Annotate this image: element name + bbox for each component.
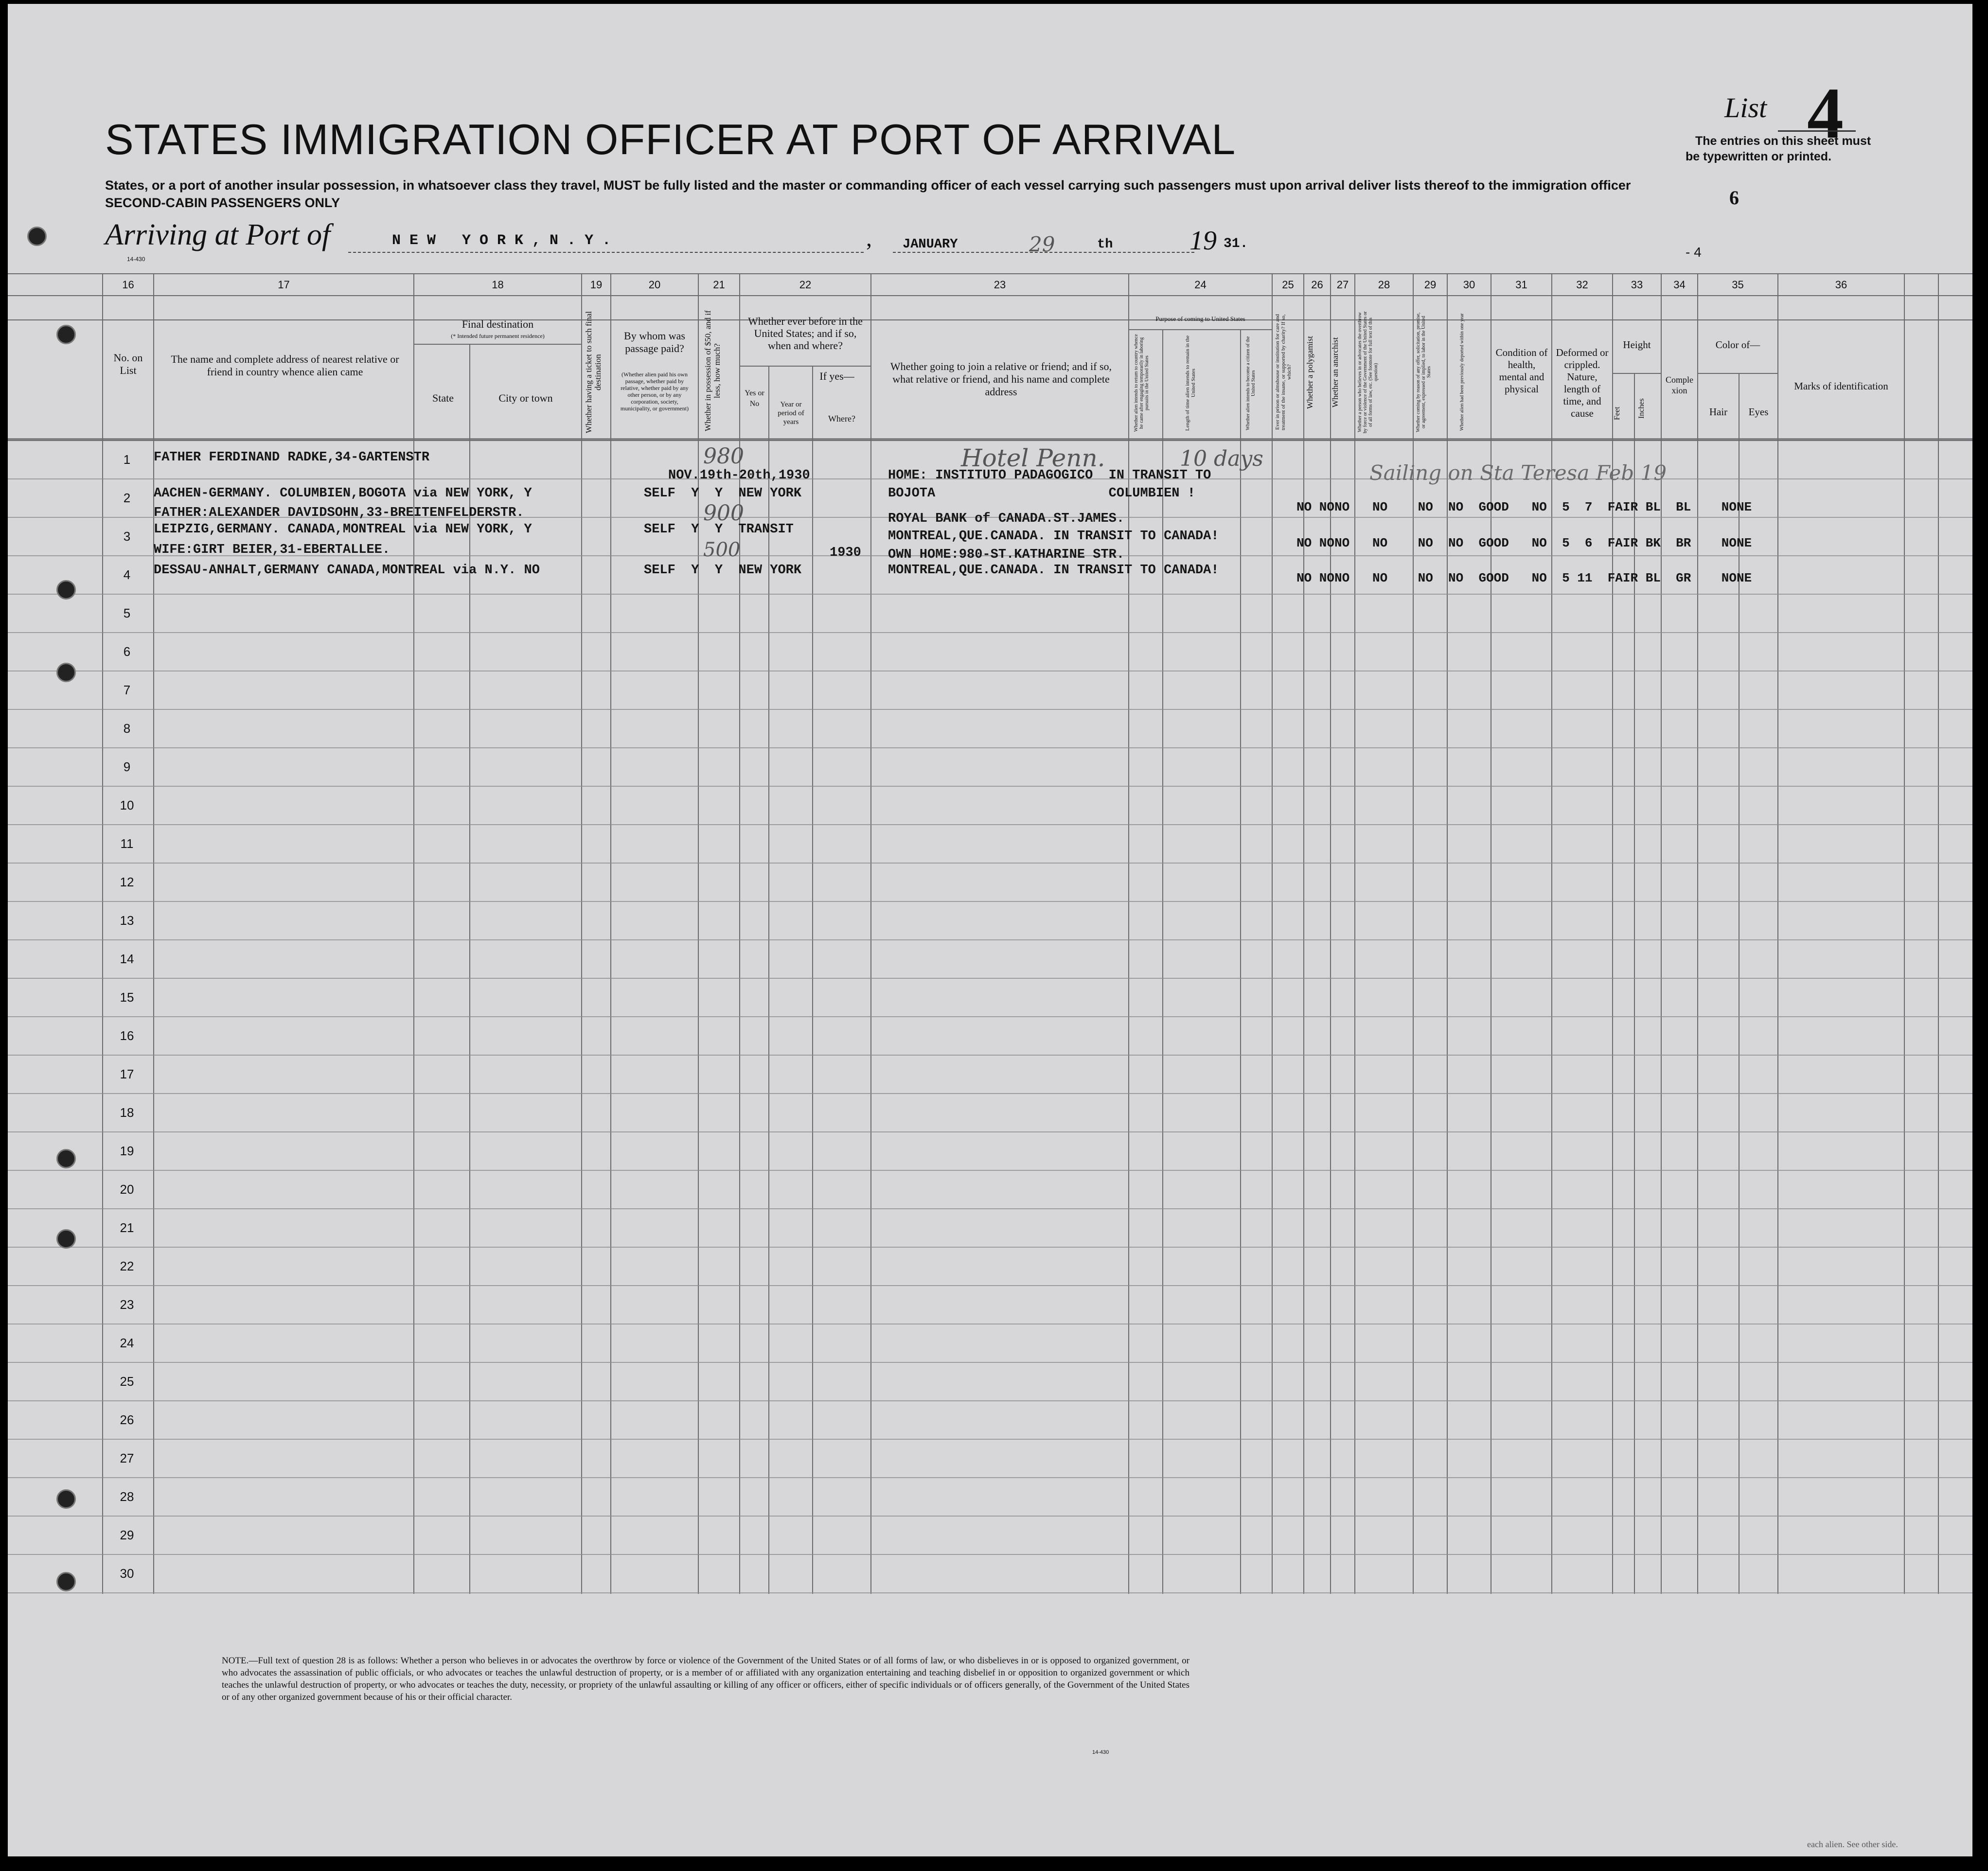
col-header-24c: Whether alien intends to become a citizen of the United States: [1245, 336, 1256, 430]
entry-answers: NO NONO NO NO NO GOOD NO 5 11 FAIR BL GR NONE: [1296, 571, 1752, 585]
row-number: 30: [120, 1566, 134, 1581]
binder-hole-icon: [56, 1229, 76, 1249]
col-header-25: Ever in prison or almshouse or institution for care and treatment of the insane, or supported by charity? If so, which?: [1275, 314, 1292, 430]
col-num-25: 25: [1282, 279, 1294, 291]
col-header-20: By whom was passage paid?: [624, 330, 685, 354]
entry-passage: SELF Y Y TRANSIT: [644, 522, 794, 537]
binder-hole-icon: [56, 1489, 76, 1509]
col-header-35: Color of—: [1715, 339, 1760, 351]
col-num-21: 21: [713, 279, 725, 291]
entry-join: ROYAL BANK of CANADA.ST.JAMES.: [888, 512, 1125, 526]
entry-line: DESSAU-ANHALT,GERMANY CANADA,MONTREAL via N.Y. NO: [154, 563, 540, 578]
col-header-27: Whether an anarchist: [1331, 337, 1340, 407]
handwritten-amount: 900: [703, 501, 744, 526]
typewritten-note: be typewritten or printed.: [1686, 150, 1832, 163]
row-number: 29: [120, 1528, 134, 1542]
row-number: 17: [120, 1067, 134, 1081]
binder-hole-icon: [56, 580, 76, 600]
cabin-line: SECOND-CABIN PASSENGERS ONLY: [105, 195, 340, 210]
row-number: 27: [120, 1451, 134, 1465]
col-num-32: 32: [1576, 279, 1588, 291]
col-header-30: Whether alien had been previously deported within one year: [1459, 313, 1465, 431]
col-header-inches: Inches: [1637, 398, 1646, 419]
row-number: 19: [120, 1144, 134, 1158]
col-num-28: 28: [1378, 279, 1390, 291]
row-number: 6: [123, 644, 131, 659]
handwritten-days: 10 days: [1180, 446, 1263, 471]
row-number: 22: [120, 1259, 134, 1273]
year-suffix: 31.: [1224, 236, 1248, 251]
col-header-hair: Hair: [1709, 406, 1728, 418]
col-num-33: 33: [1631, 279, 1643, 291]
row-number: 1: [123, 452, 131, 467]
entry-passage: NOV.19th-20th,1930: [668, 468, 810, 483]
col-num-24: 24: [1194, 279, 1207, 291]
month-value: JANUARY: [903, 237, 958, 252]
row-number: 25: [120, 1374, 134, 1389]
row-number: 12: [120, 875, 134, 889]
entry-answers: NO NONO NO NO NO GOOD NO 5 7 FAIR BL BL NONE: [1296, 500, 1752, 514]
port-underline: [348, 252, 864, 253]
handwritten-amount: 980: [703, 444, 744, 469]
sheet-number: 6: [1729, 187, 1739, 209]
row-number: 13: [120, 913, 134, 928]
handwritten-hotel: Hotel Penn.: [961, 444, 1105, 472]
row-number: 20: [120, 1182, 134, 1197]
col-header-24b: Length of time alien intends to remain in the United States: [1185, 335, 1196, 431]
row-number: 15: [120, 990, 134, 1005]
col-num-34: 34: [1673, 279, 1686, 291]
day-value: 29: [1029, 232, 1055, 256]
row-number: 24: [120, 1336, 134, 1350]
footnote: NOTE.—Full text of question 28 is as follows: Whether a person who believes in or advocates the overthrow by force or violence of the Government of the United States or of all forms of law, or who disbelieves in or is opposed to organized government, or who advocates the assassination of public officials, or who advocates or teaches the unlawful destruction of property, or is a member of or affiliated with any organization entertaining and teaching disbelief in or opposition to organized government or which teaches the unlawful destruction of property, or who advocates or teaches the duty, necessity, or propriety of the unlawful assaulting or killing of any officer or officers, either of specific individuals or of officers generally, of the Government of the United States or of any other organized government because of his or their official character.: [222, 1656, 1189, 1702]
row-number: 4: [123, 567, 131, 582]
col-num-22: 22: [799, 279, 812, 291]
col-num-17: 17: [278, 279, 290, 291]
entry-line: FATHER:ALEXANDER DAVIDSOHN,33-BREITENFELDERSTR.: [154, 506, 524, 520]
col-header-22-ifyes: If yes—: [819, 370, 854, 382]
row-number: 11: [120, 836, 134, 851]
list-label: List: [1724, 92, 1767, 124]
entry-join: BOJOTA COLUMBIEN !: [888, 486, 1195, 501]
col-num-20: 20: [648, 279, 661, 291]
handwritten-amount: 500: [703, 539, 741, 561]
row-number: 9: [123, 759, 131, 774]
row-number: 23: [120, 1297, 134, 1312]
col-num-29: 29: [1424, 279, 1437, 291]
col-num-31: 31: [1515, 279, 1527, 291]
col-num-27: 27: [1336, 279, 1349, 291]
binder-hole-icon: [56, 1149, 76, 1168]
col-header-29: Whether coming by reason of any offer, solicitation, promise, or agreement, expressed or implied, to labor in the United States: [1416, 312, 1432, 432]
col-num-18: 18: [492, 279, 504, 291]
col-header-20-sub: (Whether alien paid his own passage, whether paid by relative, whether paid by any other person, or by any corporation, society, municipality, or government): [620, 371, 689, 412]
col-num-23: 23: [994, 279, 1006, 291]
row-number: 28: [120, 1489, 134, 1504]
col-header-city: City or town: [498, 392, 553, 404]
binder-hole-icon: [56, 1572, 76, 1591]
binder-hole-icon: [56, 663, 76, 682]
col-header-eyes: Eyes: [1748, 406, 1769, 418]
col-header-24: Purpose of coming to United States: [1155, 315, 1245, 322]
col-num-36: 36: [1835, 279, 1847, 291]
entry-passage: SELF Y Y NEW YORK: [644, 486, 802, 501]
bottom-right-note: each alien. See other side.: [1807, 1839, 1898, 1849]
col-num-35: 35: [1732, 279, 1744, 291]
typewritten-note: The entries on this sheet must: [1695, 134, 1871, 148]
col-header-28: Whether a person who believes in or advocates the overthrow by force or violence of the Government of the United States or of all forms of law, etc. (See footnote for full text of this question): [1357, 311, 1379, 433]
col-num-19: 19: [590, 279, 603, 291]
list-number: 4: [1807, 73, 1844, 154]
col-header-21: Whether in possession of $50, and if less, how much?: [703, 310, 722, 432]
list-underline: [1778, 130, 1856, 132]
entry-join: OWN HOME:980-ST.KATHARINE STR.: [888, 547, 1125, 562]
col-header-32: Deformed or crippled. Nature, length of time, and cause: [1556, 347, 1609, 419]
col-num-16: 16: [122, 279, 134, 291]
intro-line: States, or a port of another insular possession, in whatsoever class they travel, MUST be fully listed and the master or commanding officer of each vessel carrying such passengers must upon arrival deliver lists thereof to the immigration officer: [105, 178, 1631, 193]
footnote-code: 14-430: [1092, 1749, 1109, 1755]
page-title: STATES IMMIGRATION OFFICER AT PORT OF ARRIVAL: [105, 115, 1236, 163]
row-number: 18: [120, 1105, 134, 1120]
col-header-22-period: Year or period of years: [778, 401, 804, 426]
year-prefix: 19: [1189, 226, 1217, 256]
entry-passage: SELF Y Y NEW YORK: [644, 563, 802, 578]
col-num-26: 26: [1311, 279, 1323, 291]
entry-passage: 1930: [830, 546, 861, 560]
binder-hole-icon: [56, 325, 76, 344]
col-header-31: Condition of health, mental and physical: [1495, 347, 1548, 395]
row-number: 8: [123, 721, 131, 736]
col-header-16: No. on List: [113, 352, 143, 376]
row-number: 26: [120, 1412, 134, 1427]
entry-line: LEIPZIG,GERMANY. CANADA,MONTREAL via NEW YORK, Y: [154, 522, 532, 537]
entry-line: FATHER FERDINAND RADKE,34-GARTENSTR: [154, 450, 430, 465]
arriving-label: Arriving at Port of: [105, 218, 331, 251]
row-number: 3: [123, 529, 131, 544]
entry-join: MONTREAL,QUE.CANADA. IN TRANSIT TO CANADA!: [888, 563, 1219, 578]
side-number: - 4: [1686, 245, 1702, 260]
col-header-17: The name and complete address of nearest relative or friend in country whence alien came: [171, 353, 399, 378]
col-header-22: Whether ever before in the United States; and if so, when and where?: [748, 315, 863, 352]
col-header-19: Whether having a ticket to such final destination: [584, 311, 603, 434]
col-header-18-sub: (* Intended future permanent residence): [451, 333, 545, 339]
row-number: 21: [120, 1220, 134, 1235]
handwritten-sailing: Sailing on Sta Teresa Feb 19: [1369, 461, 1667, 485]
row-number: 10: [120, 798, 134, 812]
col-header-23: Whether going to join a relative or friend; and if so, what relative or friend, and his name and complete address: [890, 360, 1112, 398]
entry-line: WIFE:GIRT BEIER,31-EBERTALLEE.: [154, 543, 390, 557]
entry-line: AACHEN-GERMANY. COLUMBIEN,BOGOTA via NEW YORK, Y: [154, 486, 532, 501]
col-header-22-yesno: Yes or No: [745, 389, 764, 408]
col-header-26: Whether a polygamist: [1305, 335, 1314, 409]
col-header-18: Final destination: [462, 318, 534, 330]
row-number: 14: [120, 952, 134, 966]
col-header-feet: Feet: [1613, 406, 1621, 421]
binder-hole-icon: [27, 227, 47, 246]
row-number: 16: [120, 1028, 134, 1043]
col-header-34: Complexion: [1666, 375, 1693, 395]
row-number: 2: [123, 491, 131, 505]
col-header-36: Marks of identification: [1794, 380, 1888, 392]
comma: ,: [866, 226, 872, 251]
form-code: 14-430: [127, 256, 145, 263]
col-header-22-where: Where?: [828, 414, 855, 424]
day-suffix: th: [1097, 237, 1113, 252]
col-header-33: Height: [1623, 339, 1651, 351]
manifest-sheet: [8, 4, 1972, 1856]
entry-answers: NO NONO NO NO NO GOOD NO 5 6 FAIR BK BR NONE: [1296, 536, 1752, 550]
row-number: 5: [123, 606, 131, 620]
col-num-30: 30: [1463, 279, 1475, 291]
row-number: 7: [123, 683, 131, 697]
port-value: N E W Y O R K , N . Y .: [392, 232, 611, 249]
col-header-24a: Whether alien intends to return to country whence he came after engaging temporarily in laboring pursuits in the United States: [1134, 334, 1150, 432]
entry-join: MONTREAL,QUE.CANADA. IN TRANSIT TO CANADA!: [888, 529, 1219, 544]
entry-join: HOME: INSTITUTO PADAGOGICO IN TRANSIT TO: [888, 468, 1211, 483]
col-header-state: State: [432, 392, 454, 404]
